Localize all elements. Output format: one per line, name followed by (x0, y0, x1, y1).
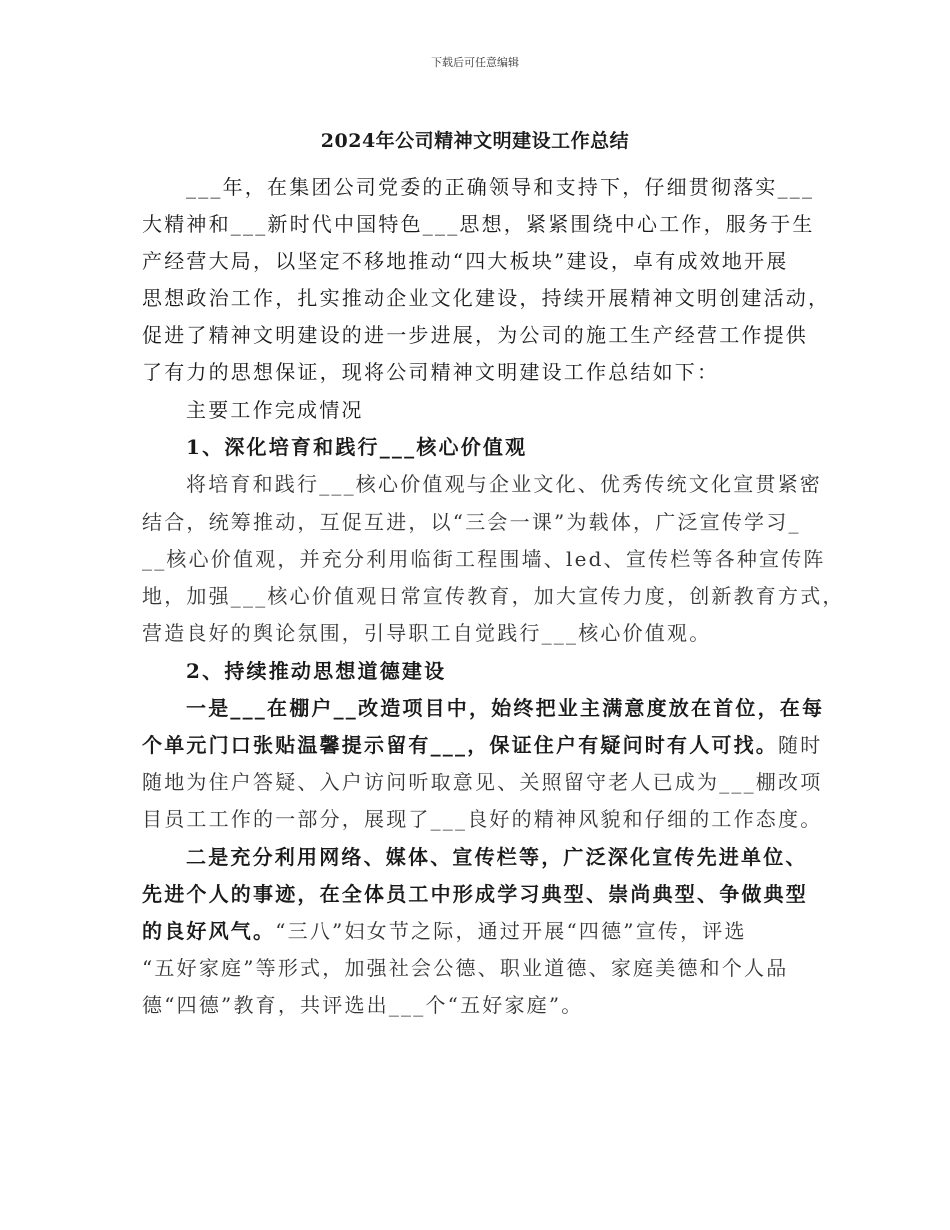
paragraph-line-bold: 二是充分利用网络、媒体、宣传栏等，广泛深化宣传先进单位、 (186, 845, 808, 869)
paragraph-line: ___年，在集团公司党委的正确领导和支持下，仔细贯彻落实___ (186, 175, 815, 199)
paragraph-line-mixed (142, 917, 822, 945)
normal-text: 随时 (778, 733, 823, 757)
paragraph-line-bold: 先进个人的事迹，在全体员工中形成学习典型、崇尚典型、争做典型 (142, 882, 808, 906)
section-heading: 主要工作完成情况 (186, 398, 364, 422)
paragraph-line: 了有力的思想保证，现将公司精神文明建设工作总结如下： (142, 360, 720, 384)
paragraph-line-mixed (142, 731, 822, 759)
paragraph-line: 目员工工作的一部分，展现了___良好的精神风貌和仔细的工作态度。 (142, 807, 823, 831)
paragraph-line: 营造良好的舆论氛围，引导职工自觉践行___核心价值观。 (142, 621, 712, 645)
paragraph-line: __核心价值观，并充分利用临街工程围墙、led、宣传栏等各种宣传阵 (142, 547, 826, 571)
paragraph-line: 德“四德”教育，共评选出___个“五好家庭”。 (142, 993, 584, 1017)
paragraph-line: 产经营大局，以坚定不移地推动“四大板块”建设，卓有成效地开展 (142, 249, 789, 273)
paragraph-line: 随地为住户答疑、入户访问听取意见、关照留守老人已成为___棚改项 (142, 770, 823, 794)
subsection-heading-2: 2、持续推动思想道德建设 (186, 659, 447, 683)
bold-text: 的良好风气。 (142, 919, 276, 943)
document-title: 2024年公司精神文明建设工作总结 (320, 130, 630, 152)
subsection-heading-1: 1、深化培育和践行___核心价值观 (186, 435, 528, 459)
normal-text: “三八”妇女节之际，通过开展“四德”宣传，评选 (275, 919, 747, 943)
header-note: 下载后可任意编辑 (431, 56, 519, 69)
paragraph-line: 将培育和践行___核心价值观与企业文化、优秀传统文化宣贯紧密 (186, 472, 822, 496)
paragraph-line: 促进了精神文明建设的进一步进展，为公司的施工生产经营工作提供 (142, 323, 808, 347)
paragraph-line-bold: 一是___在棚户__改造项目中，始终把业主满意度放在首位，在每 (186, 696, 825, 720)
paragraph-line: 地，加强___核心价值观日常宣传教育，加大宣传力度，创新教育方式， (142, 584, 845, 608)
paragraph-line: 思想政治工作，扎实推动企业文化建设，持续开展精神文明创建活动， (142, 286, 831, 310)
bold-text: 个单元门口张贴温馨提示留有___，保证住户有疑问时有人可找。 (142, 733, 778, 757)
paragraph-line: 大精神和___新时代中国特色___思想，紧紧围绕中心工作，服务于生 (142, 212, 815, 236)
paragraph-line: “五好家庭”等形式，加强社会公德、职业道德、家庭美德和个人品 (142, 956, 789, 980)
paragraph-line: 结合，统筹推动，互促互进，以“三会一课”为载体，广泛宣传学习_ (142, 510, 801, 534)
